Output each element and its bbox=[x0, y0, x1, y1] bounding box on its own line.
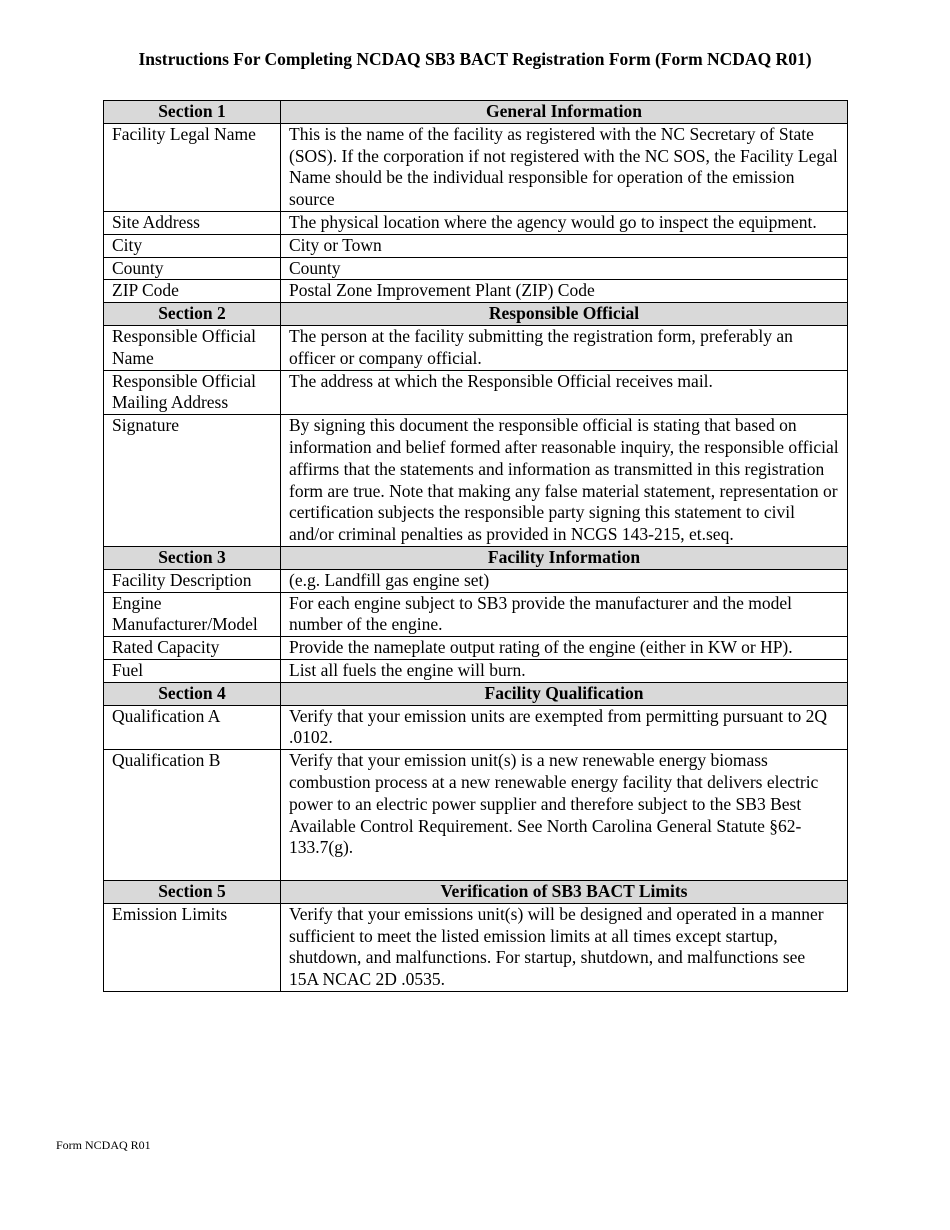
field-description: Verify that your emission unit(s) is a new renewable energy biomass combustion process at a new renewable energy facility that delivers electric power to an electric power supplier and therefore subject to the SB3 Best Available Control Requirement. See North Carolina General Statute §62-133.7(g). bbox=[281, 750, 848, 881]
field-description: For each engine subject to SB3 provide the manufacturer and the model number of the engine. bbox=[281, 592, 848, 637]
field-name: Qualification A bbox=[104, 705, 281, 750]
section-header-row bbox=[104, 682, 848, 705]
field-name: Fuel bbox=[104, 659, 281, 682]
table-row bbox=[104, 659, 848, 682]
field-name: City bbox=[104, 234, 281, 257]
field-name: Site Address bbox=[104, 211, 281, 234]
field-description: Postal Zone Improvement Plant (ZIP) Code bbox=[281, 280, 848, 303]
section-heading: Verification of SB3 BACT Limits bbox=[281, 881, 848, 904]
table-row bbox=[104, 234, 848, 257]
table-row bbox=[104, 592, 848, 637]
table-row bbox=[104, 903, 848, 991]
section-label: Section 2 bbox=[104, 303, 281, 326]
section-heading: Facility Qualification bbox=[281, 682, 848, 705]
field-description: Verify that your emission units are exempted from permitting pursuant to 2Q .0102. bbox=[281, 705, 848, 750]
field-description: List all fuels the engine will burn. bbox=[281, 659, 848, 682]
table-row bbox=[104, 637, 848, 660]
instructions-table bbox=[103, 100, 848, 992]
field-name: Qualification B bbox=[104, 750, 281, 881]
table-row bbox=[104, 415, 848, 547]
table-row bbox=[104, 325, 848, 370]
section-label: Section 1 bbox=[104, 101, 281, 124]
field-name: ZIP Code bbox=[104, 280, 281, 303]
field-name: Facility Legal Name bbox=[104, 123, 281, 211]
field-description: By signing this document the responsible official is stating that based on information and belief formed after reasonable inquiry, the responsible official affirms that the statements and information as transmitted in this registration form are true. Note that making any false material statement, representation or certification subjects the responsible party signing this statement to civil and/or criminal penalties as provided in NCGS 143-215, et.seq. bbox=[281, 415, 848, 547]
section-header-row bbox=[104, 546, 848, 569]
table-row bbox=[104, 370, 848, 415]
field-name: Responsible Official Mailing Address bbox=[104, 370, 281, 415]
field-name: Facility Description bbox=[104, 569, 281, 592]
field-description: Verify that your emissions unit(s) will be designed and operated in a manner sufficient to meet the listed emission limits at all times except startup, shutdown, and malfunctions. For startup, shutdown, and malfunctions see 15A NCAC 2D .0535. bbox=[281, 903, 848, 991]
table-row bbox=[104, 569, 848, 592]
field-name: Responsible Official Name bbox=[104, 325, 281, 370]
table-row bbox=[104, 280, 848, 303]
section-header-row bbox=[104, 303, 848, 326]
section-label: Section 3 bbox=[104, 546, 281, 569]
section-header-row bbox=[104, 881, 848, 904]
field-name: County bbox=[104, 257, 281, 280]
section-heading: Responsible Official bbox=[281, 303, 848, 326]
table-row bbox=[104, 123, 848, 211]
field-description: The physical location where the agency would go to inspect the equipment. bbox=[281, 211, 848, 234]
table-row bbox=[104, 257, 848, 280]
section-heading: Facility Information bbox=[281, 546, 848, 569]
section-label: Section 5 bbox=[104, 881, 281, 904]
field-description: The person at the facility submitting the registration form, preferably an officer or company official. bbox=[281, 325, 848, 370]
table-row bbox=[104, 705, 848, 750]
field-description: Provide the nameplate output rating of the engine (either in KW or HP). bbox=[281, 637, 848, 660]
field-name: Engine Manufacturer/Model bbox=[104, 592, 281, 637]
field-description: The address at which the Responsible Official receives mail. bbox=[281, 370, 848, 415]
field-name: Signature bbox=[104, 415, 281, 547]
field-description: (e.g. Landfill gas engine set) bbox=[281, 569, 848, 592]
section-heading: General Information bbox=[281, 101, 848, 124]
field-name: Emission Limits bbox=[104, 903, 281, 991]
field-description: County bbox=[281, 257, 848, 280]
table-row bbox=[104, 211, 848, 234]
field-description: This is the name of the facility as registered with the NC Secretary of State (SOS). If the corporation if not registered with the NC SOS, the Facility Legal Name should be the individual responsible for operation of the emission source bbox=[281, 123, 848, 211]
page-title: Instructions For Completing NCDAQ SB3 BACT Registration Form (Form NCDAQ R01) bbox=[138, 49, 812, 69]
section-header-row bbox=[104, 101, 848, 124]
section-label: Section 4 bbox=[104, 682, 281, 705]
table-row bbox=[104, 750, 848, 881]
field-description: City or Town bbox=[281, 234, 848, 257]
form-id-footer: Form NCDAQ R01 bbox=[56, 1138, 151, 1152]
field-name: Rated Capacity bbox=[104, 637, 281, 660]
